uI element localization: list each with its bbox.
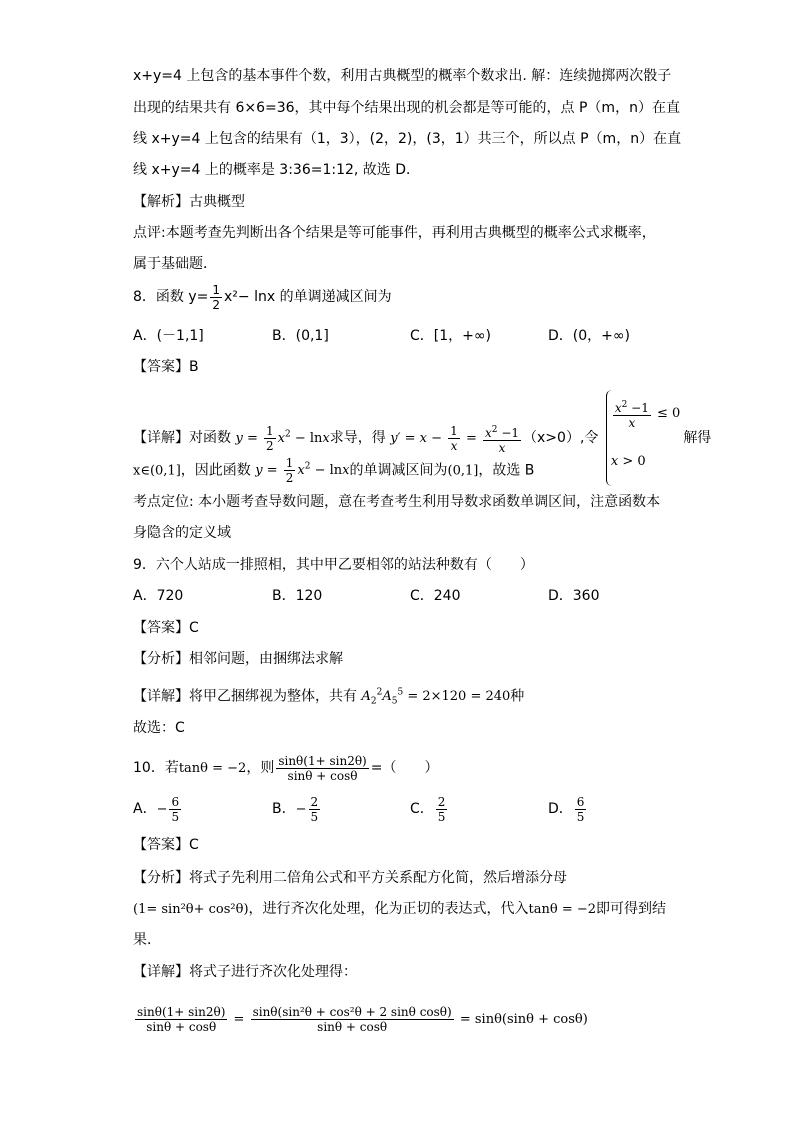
- q9-option-b: B．120: [272, 588, 323, 604]
- detail-text: 种: [510, 688, 525, 705]
- q8-option-b: B．(0,1]: [272, 328, 329, 344]
- interval: (0,1]: [447, 463, 479, 479]
- detail-text: 求导，得: [329, 430, 386, 446]
- text-line: 身隐含的定义域: [133, 525, 231, 541]
- option-prefix: B．: [272, 801, 296, 817]
- q8-option-c: C．[1，+∞): [410, 328, 491, 344]
- analysis-tag: 【分析】: [133, 651, 189, 667]
- q8-option-d: D．(0，+∞): [548, 328, 631, 344]
- detail-text: 对函数: [189, 430, 231, 446]
- fraction: [135, 1005, 227, 1034]
- denominator: sinθ + cosθ: [287, 768, 358, 783]
- numerator: 6: [171, 794, 180, 809]
- numerator: 2: [437, 794, 446, 809]
- q10-detail: [133, 962, 357, 982]
- numerator: sinθ(1+ sin2θ): [137, 1005, 226, 1019]
- condition: tanθ = −2: [178, 761, 247, 776]
- formula: y = $\frac{1}{2}$ $x^2 - \ln x$: [235, 424, 330, 453]
- fraction: [575, 795, 587, 824]
- answer-tag: 【答案】: [133, 620, 189, 636]
- text-line: 果．: [133, 932, 161, 948]
- analysis-text: 即可得到结: [596, 901, 667, 917]
- option-prefix: D．: [548, 801, 573, 817]
- formula: y = $\frac{1}{2}$ $x^2 - \ln x$: [255, 456, 350, 486]
- detail-text: 将甲乙捆绑视为整体，共有: [189, 688, 357, 705]
- q9-option-c: C．240: [410, 588, 461, 604]
- answer-tag: 【答案】: [133, 837, 189, 853]
- q10-equation: $\frac{\sin\theta(1+ \sin 2\theta)}{\sin\theta + \cos\theta}$ = $\frac{\text{sinθ(sin²θ + cos²θ + 2 sinθ cosθ)}}{\sin\theta + \cos\theta}$ = sinθ(sinθ + cosθ): [137, 1005, 588, 1034]
- detail-text: ，故选 B: [478, 462, 535, 479]
- text-line: 属于基础题．: [133, 256, 217, 272]
- detail-text: 解得: [683, 430, 712, 446]
- permutation-formula: $A_2^2A_5^5 = 2\times 120 = 240$: [361, 688, 511, 707]
- answer-value: B: [189, 359, 199, 375]
- interval: x∈(0,1]: [133, 463, 181, 479]
- detail-tag: 【详解】: [133, 964, 189, 980]
- detail-text: （x>0）,令: [523, 430, 599, 446]
- denominator: 5: [171, 809, 180, 824]
- condition: tanθ = −2: [528, 902, 597, 917]
- option-sign: −: [295, 802, 307, 817]
- numerator: sinθ(1+ sin2θ): [278, 753, 367, 768]
- analysis-text: 将式子先利用二倍角公式和平方关系配方化简，然后增添分母: [189, 870, 567, 886]
- q8-detail-line2: [133, 452, 534, 486]
- denominator: sinθ + cosθ: [146, 1020, 217, 1034]
- detail-tag: 【详解】: [133, 688, 189, 705]
- question-9-stem: 9．六个人站成一排照相，其中甲乙要相邻的站法种数有（ ）: [133, 557, 534, 573]
- q8-option-a: A．(－1,1]: [133, 328, 204, 344]
- fraction: [169, 795, 181, 824]
- option-sign: −: [156, 802, 168, 817]
- stem-part: x²− lnx 的单调递减区间为: [224, 289, 392, 305]
- jiexi-text: 古典概型: [189, 194, 245, 210]
- q10-analysis-line2: [133, 899, 666, 920]
- answer-tag: 【答案】: [133, 359, 189, 375]
- q9-option-d: D．360: [548, 588, 600, 604]
- text-line: 出现的结果共有 6×6=36，其中每个结果出现的机会都是等可能的，点 P（m，n）在直: [133, 100, 680, 116]
- q9-detail: [133, 683, 524, 712]
- detail-tag: 【详解】: [133, 430, 189, 446]
- identity: (1= sin²θ+ cos²θ): [133, 902, 249, 917]
- equation-result: = sinθ(sinθ + cosθ): [459, 1012, 588, 1027]
- inequality-system: $\frac{x^2 -1}{x}$ ≤ 0 x > 0: [606, 390, 680, 486]
- fraction: [276, 754, 368, 783]
- fraction: [251, 1005, 454, 1034]
- denominator: 2: [212, 297, 221, 312]
- q9-conclusion: 故选：C: [133, 720, 185, 736]
- detail-text: ，因此函数: [180, 462, 251, 479]
- q8-answer: [133, 357, 199, 377]
- q10-option-a: [133, 794, 183, 825]
- analysis-tag: 【分析】: [133, 870, 189, 886]
- text-line: x+y=4 上包含的基本事件个数，利用古典概型的概率个数求出. 解：连续抛掷两次骰子: [133, 68, 672, 84]
- option-prefix: C．: [410, 801, 434, 817]
- q9-analysis: [133, 649, 343, 669]
- numerator: 2: [310, 794, 319, 809]
- question-10-stem: [133, 750, 438, 787]
- fraction: [210, 283, 222, 312]
- numerator: 6: [576, 794, 585, 809]
- answer-value: C: [189, 837, 199, 853]
- fraction: [436, 795, 448, 824]
- text-line: 点评:本题考查先判断出各个结果是等可能事件，再利用古典概型的概率公式求概率，: [133, 225, 656, 241]
- q9-answer: [133, 618, 199, 638]
- numerator: 1: [212, 282, 221, 297]
- q10-answer: [133, 835, 199, 855]
- text-line: 考点定位: 本小题考查导数问题，意在考查考生利用导数求函数单调区间，注意函数本: [133, 494, 661, 510]
- stem-part: 10．若: [133, 760, 179, 776]
- detail-text: 的单调减区间为: [349, 462, 448, 479]
- jiexi-tag: 【解析】: [133, 194, 189, 210]
- detail-text: 将式子进行齐次化处理得：: [189, 964, 357, 980]
- q10-option-c: [410, 794, 449, 825]
- question-8-stem: [133, 282, 392, 312]
- denominator: sinθ + cosθ: [317, 1020, 388, 1034]
- stem-part: ，则: [246, 760, 275, 776]
- jiexi-line: [133, 192, 245, 212]
- q10-option-d: [548, 794, 588, 825]
- option-prefix: A．: [133, 801, 157, 817]
- q10-analysis-line1: [133, 868, 567, 888]
- derivative-formula: y′ = x − $\frac{1}{x}$ = $\frac{x^2 -1}{x}$: [390, 424, 520, 455]
- stem-part: 8．函数 y=: [133, 289, 209, 305]
- stem-part: =（ ）: [370, 760, 439, 776]
- fraction: [309, 795, 321, 824]
- answer-value: C: [189, 620, 199, 636]
- analysis-text: ，进行齐次化处理，化为正切的表达式，代入: [248, 901, 529, 917]
- denominator: 5: [576, 809, 585, 824]
- q10-option-b: [272, 794, 322, 825]
- numerator: sinθ(sin²θ + cos²θ + 2 sinθ cosθ): [252, 1005, 452, 1019]
- text-line: 线 x+y=4 上包含的结果有（1，3），(2，2)，(3，1）共三个，所以点 P（m，n）在直: [133, 131, 682, 147]
- analysis-text: 相邻问题，由捆绑法求解: [189, 651, 343, 667]
- text-line: 线 x+y=4 上的概率是 3:36=1:12, 故选 D．: [133, 162, 421, 178]
- q9-option-a: A．720: [133, 588, 184, 604]
- denominator: 5: [310, 809, 319, 824]
- formula-value: = 2×120 = 240: [407, 689, 511, 705]
- denominator: 5: [437, 809, 446, 824]
